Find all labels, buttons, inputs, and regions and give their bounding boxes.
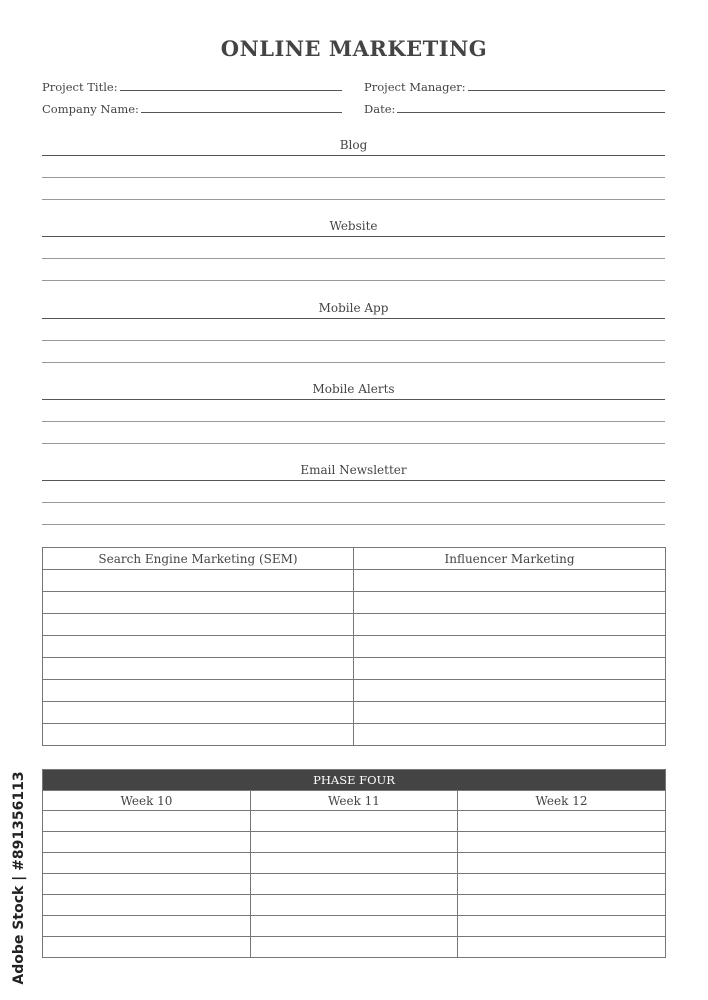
- table-row: [43, 614, 666, 636]
- section-divider: [42, 318, 665, 319]
- week-cell[interactable]: [43, 937, 251, 958]
- writing-line[interactable]: [42, 421, 665, 422]
- table-row: [43, 895, 666, 916]
- week-cell[interactable]: [43, 916, 251, 937]
- watermark: [6, 770, 32, 986]
- sem-cell[interactable]: [43, 724, 354, 746]
- section-divider: [42, 480, 665, 481]
- table-row: [43, 658, 666, 680]
- week-cell[interactable]: [251, 874, 458, 895]
- table-row: [43, 680, 666, 702]
- week-cell[interactable]: [458, 916, 666, 937]
- influencer-cell[interactable]: [354, 614, 666, 636]
- page-title: ONLINE MARKETING: [220, 36, 488, 61]
- section-heading: Blog: [339, 138, 368, 152]
- week-cell[interactable]: [251, 853, 458, 874]
- section-heading: Website: [329, 219, 378, 233]
- sem-cell[interactable]: [43, 592, 354, 614]
- week-cell[interactable]: [43, 832, 251, 853]
- table-row: [43, 937, 666, 958]
- writing-line[interactable]: [42, 258, 665, 259]
- phase-table: [42, 769, 666, 958]
- table-row: [43, 702, 666, 724]
- week-cell[interactable]: [458, 937, 666, 958]
- watermark-text: Adobe Stock | #891356113: [11, 771, 27, 985]
- week-cell[interactable]: [458, 895, 666, 916]
- week-cell[interactable]: [251, 916, 458, 937]
- project-title-field[interactable]: [42, 80, 342, 94]
- writing-line[interactable]: [42, 443, 665, 444]
- influencer-cell[interactable]: [354, 724, 666, 746]
- sem-cell[interactable]: [43, 570, 354, 592]
- table-row: [43, 916, 666, 937]
- table-row: [43, 853, 666, 874]
- week-cell[interactable]: [251, 832, 458, 853]
- sem-cell[interactable]: [43, 680, 354, 702]
- week-cell[interactable]: [458, 832, 666, 853]
- week-11-header: Week 11: [251, 791, 458, 811]
- sem-cell[interactable]: [43, 614, 354, 636]
- writing-line[interactable]: [42, 502, 665, 503]
- week-cell[interactable]: [251, 937, 458, 958]
- week-cell[interactable]: [458, 853, 666, 874]
- section-heading: Mobile App: [318, 301, 389, 315]
- section-divider: [42, 155, 665, 156]
- writing-line[interactable]: [42, 362, 665, 363]
- section-heading: Mobile Alerts: [312, 382, 395, 396]
- week-cell[interactable]: [43, 895, 251, 916]
- table-row: [43, 832, 666, 853]
- project-manager-field[interactable]: [364, 80, 665, 94]
- week-cell[interactable]: [251, 811, 458, 832]
- writing-line[interactable]: [42, 177, 665, 178]
- influencer-cell[interactable]: [354, 636, 666, 658]
- influencer-column-header: Influencer Marketing: [354, 548, 666, 570]
- table-row: [43, 570, 666, 592]
- week-cell[interactable]: [251, 895, 458, 916]
- phase-header: PHASE FOUR: [43, 770, 666, 791]
- date-field[interactable]: [364, 102, 665, 116]
- influencer-cell[interactable]: [354, 592, 666, 614]
- section-heading: Email Newsletter: [300, 463, 407, 477]
- table-row: [43, 592, 666, 614]
- influencer-cell[interactable]: [354, 570, 666, 592]
- sem-cell[interactable]: [43, 658, 354, 680]
- sem-column-header: Search Engine Marketing (SEM): [43, 548, 354, 570]
- week-cell[interactable]: [458, 874, 666, 895]
- section-divider: [42, 236, 665, 237]
- week-12-header: Week 12: [458, 791, 666, 811]
- table-row: [43, 874, 666, 895]
- table-row: [43, 724, 666, 746]
- writing-line[interactable]: [42, 199, 665, 200]
- section-divider: [42, 399, 665, 400]
- week-cell[interactable]: [43, 853, 251, 874]
- influencer-cell[interactable]: [354, 680, 666, 702]
- week-cell[interactable]: [43, 874, 251, 895]
- marketing-table: [42, 547, 666, 746]
- date-label: Date:: [364, 102, 396, 116]
- writing-line[interactable]: [42, 340, 665, 341]
- week-cell[interactable]: [43, 811, 251, 832]
- sem-cell[interactable]: [43, 702, 354, 724]
- writing-line[interactable]: [42, 524, 665, 525]
- table-row: [43, 636, 666, 658]
- writing-line[interactable]: [42, 280, 665, 281]
- influencer-cell[interactable]: [354, 702, 666, 724]
- week-cell[interactable]: [458, 811, 666, 832]
- company-name-label: Company Name:: [42, 102, 139, 116]
- table-row: [43, 811, 666, 832]
- influencer-cell[interactable]: [354, 658, 666, 680]
- company-name-field[interactable]: [42, 102, 342, 116]
- week-10-header: Week 10: [43, 791, 251, 811]
- project-title-label: Project Title:: [42, 80, 118, 94]
- project-manager-label: Project Manager:: [364, 80, 466, 94]
- sem-cell[interactable]: [43, 636, 354, 658]
